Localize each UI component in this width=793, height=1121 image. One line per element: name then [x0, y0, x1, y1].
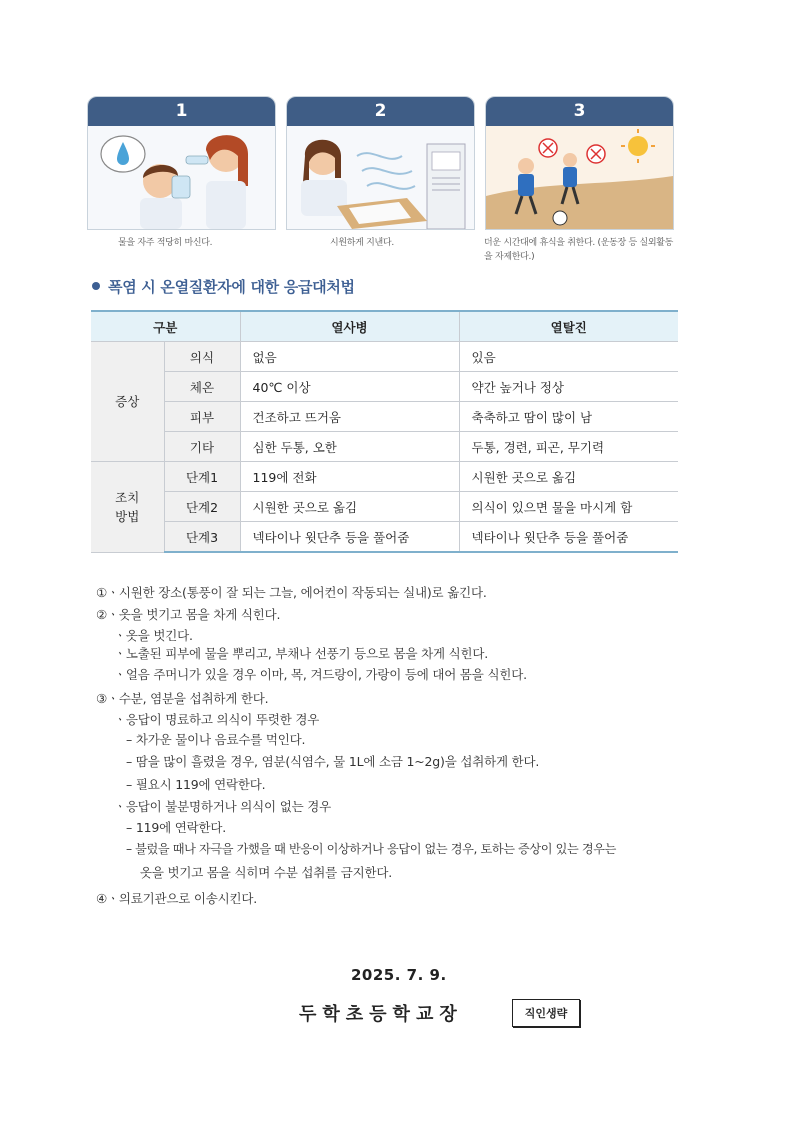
bullet-icon: [92, 282, 100, 290]
panel-number: 3: [486, 97, 673, 126]
instruction-line: ①ㆍ시원한 장소(통풍이 잘 되는 그늘, 에어컨이 작동되는 실내)로 옮긴다.: [96, 585, 487, 600]
table-header-row: [91, 311, 678, 342]
heatstroke-cell: 시원한 곳으로 옮김: [240, 492, 459, 522]
heatstroke-cell: 없음: [240, 342, 459, 372]
principal-signature: 두학초등학교장: [299, 1004, 463, 1025]
table-header-category: 구분: [91, 311, 240, 342]
illustration-panel-stay-cool: [286, 96, 475, 230]
seal-omitted-stamp: 직인생략: [512, 999, 580, 1027]
heatstroke-cell: 심한 두통, 오한: [240, 432, 459, 462]
table-row: [91, 462, 678, 492]
illustration-panel-drink-water: [87, 96, 276, 230]
table-header-heat-exhaustion: 열탈진: [459, 311, 678, 342]
exhaustion-cell: 축축하고 땀이 많이 남: [459, 402, 678, 432]
heatstroke-cell: 40℃ 이상: [240, 372, 459, 402]
instruction-line: ㆍ노출된 피부에 물을 뿌리고, 부채나 선풍기 등으로 몸을 차게 식힌다.: [114, 646, 489, 661]
exhaustion-cell: 두통, 경련, 피곤, 무기력: [459, 432, 678, 462]
table-header-heatstroke: 열사병: [240, 311, 459, 342]
instruction-line: 옷을 벗기고 몸을 식히며 수분 섭취를 금지한다.: [140, 865, 393, 880]
table-row: [91, 492, 678, 522]
exhaustion-cell: 시원한 곳으로 옮김: [459, 462, 678, 492]
table-row: [91, 372, 678, 402]
heatstroke-cell: 119에 전화: [240, 462, 459, 492]
document-date: 2025. 7. 9.: [351, 966, 447, 984]
exhaustion-cell: 넥타이나 윗단추 등을 풀어줌: [459, 522, 678, 553]
instruction-line: ㆍ옷을 벗긴다.: [114, 628, 193, 643]
row-item: 체온: [164, 372, 240, 402]
drinking-water-illustration: [88, 126, 275, 229]
panel-caption: 더운 시간대에 휴식을 취한다. (운동장 등 실외활동을 자제한다.): [484, 238, 674, 262]
instruction-line: ㆍ응답이 불분명하거나 의식이 없는 경우: [114, 799, 331, 814]
panel-number: 2: [287, 97, 474, 126]
panel-number: 1: [88, 97, 275, 126]
first-aid-table: [91, 310, 678, 553]
outdoor-activity-illustration: [486, 126, 673, 229]
instruction-line: – 119에 연락한다.: [126, 820, 227, 835]
instruction-line: ㆍ얼음 주머니가 있을 경우 이마, 목, 겨드랑이, 가랑이 등에 대어 몸을 식힌다.: [114, 667, 527, 682]
row-item: 피부: [164, 402, 240, 432]
group-label-actions: 조치 방법: [91, 462, 164, 553]
table-row: [91, 432, 678, 462]
row-item: 단계1: [164, 462, 240, 492]
exhaustion-cell: 약간 높거나 정상: [459, 372, 678, 402]
instruction-line: – 필요시 119에 연락한다.: [126, 777, 266, 792]
table-row: [91, 342, 678, 372]
table-row: [91, 522, 678, 553]
instruction-line: ㆍ응답이 명료하고 의식이 뚜렷한 경우: [114, 712, 320, 727]
table-row: [91, 402, 678, 432]
section-heading: [92, 276, 355, 297]
panel-caption: 물을 자주 적당히 마신다.: [118, 238, 213, 248]
instruction-line: ②ㆍ옷을 벗기고 몸을 차게 식힌다.: [96, 607, 281, 622]
row-item: 단계3: [164, 522, 240, 553]
row-item: 기타: [164, 432, 240, 462]
exhaustion-cell: 있음: [459, 342, 678, 372]
panel-caption: 시원하게 지낸다.: [330, 238, 394, 248]
group-label-symptoms: 증상: [91, 342, 164, 462]
air-conditioner-illustration: [287, 126, 474, 229]
row-item: 단계2: [164, 492, 240, 522]
instruction-line: – 땀을 많이 흘렸을 경우, 염분(식염수, 물 1L에 소금 1~2g)을 섭취하게 한다.: [126, 754, 540, 769]
instruction-line: ③ㆍ수분, 염분을 섭취하게 한다.: [96, 691, 269, 706]
row-item: 의식: [164, 342, 240, 372]
instruction-line: ④ㆍ의료기관으로 이송시킨다.: [96, 891, 258, 906]
exhaustion-cell: 의식이 있으면 물을 마시게 함: [459, 492, 678, 522]
instruction-line: – 불렀을 때나 자극을 가했을 때 반응이 이상하거나 응답이 없는 경우, 토하는 증상이 있는 경우는: [126, 842, 616, 856]
heatstroke-cell: 넥타이나 윗단추 등을 풀어줌: [240, 522, 459, 553]
illustration-panel-rest: [485, 96, 674, 230]
heatstroke-cell: 건조하고 뜨거움: [240, 402, 459, 432]
section-title: 폭염 시 온열질환자에 대한 응급대처법: [108, 278, 355, 296]
instruction-line: – 차가운 물이나 음료수를 먹인다.: [126, 732, 306, 747]
